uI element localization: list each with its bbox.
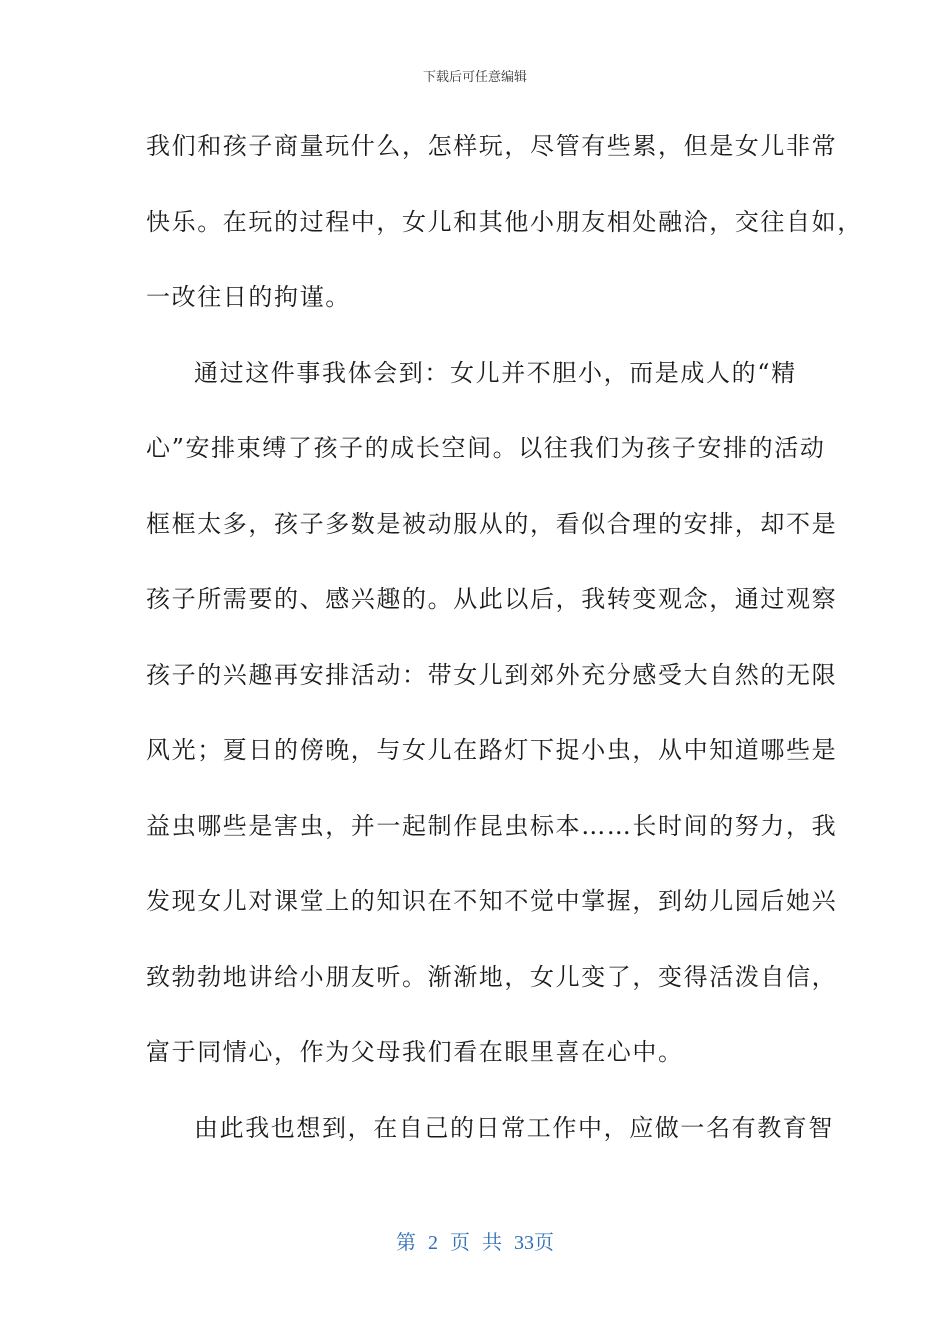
- footer-total-pages: 33: [514, 1232, 534, 1254]
- text-line: 发现女儿对课堂上的知识在不知不觉中掌握，到幼儿园后她兴: [146, 887, 838, 915]
- footer-total-char: 共: [482, 1232, 502, 1254]
- paragraph-start-line: 通过这件事我体会到：女儿并不胆小，而是成人的“精: [194, 358, 797, 387]
- text-line: 框框太多，孩子多数是被动服从的，看似合理的安排，却不是: [146, 509, 838, 538]
- footer-current-page: 2: [428, 1232, 438, 1254]
- document-body: [146, 124, 863, 1181]
- text-line: 风光；夏日的傍晚，与女儿在路灯下捉小虫，从中知道哪些是: [146, 736, 838, 764]
- text-line: 心”安排束缚了孩子的成长空间。以往我们为孩子安排的活动: [146, 434, 826, 462]
- footer-page-char: 页: [450, 1232, 470, 1254]
- text-line: 富于同情心，作为父母我们看在眼里喜在心中。: [146, 1038, 684, 1066]
- page-header-note: 下载后可任意编辑: [422, 70, 527, 85]
- paragraph-start-line: 由此我也想到，在自己的日常工作中，应做一名有教育智: [194, 1113, 834, 1142]
- footer-prefix: 第: [396, 1232, 416, 1254]
- text-line: 孩子所需要的、感兴趣的。从此以后，我转变观念，通过观察: [146, 585, 838, 613]
- text-line: 我们和孩子商量玩什么，怎样玩，尽管有些累，但是女儿非常: [146, 132, 838, 160]
- text-line: 致勃勃地讲给小朋友听。渐渐地，女儿变了，变得活泼自信，: [146, 962, 838, 991]
- page-number-footer: [0, 1226, 950, 1255]
- text-line: 一改往日的拘谨。: [146, 283, 351, 311]
- text-line: 益虫哪些是害虫，并一起制作昆虫标本……长时间的努力，我: [146, 811, 838, 840]
- text-line: 孩子的兴趣再安排活动：带女儿到郊外充分感受大自然的无限: [146, 660, 838, 689]
- text-line: 快乐。在玩的过程中，女儿和其他小朋友相处融洽，交往自如，: [146, 207, 863, 236]
- footer-suffix: 页: [534, 1232, 554, 1254]
